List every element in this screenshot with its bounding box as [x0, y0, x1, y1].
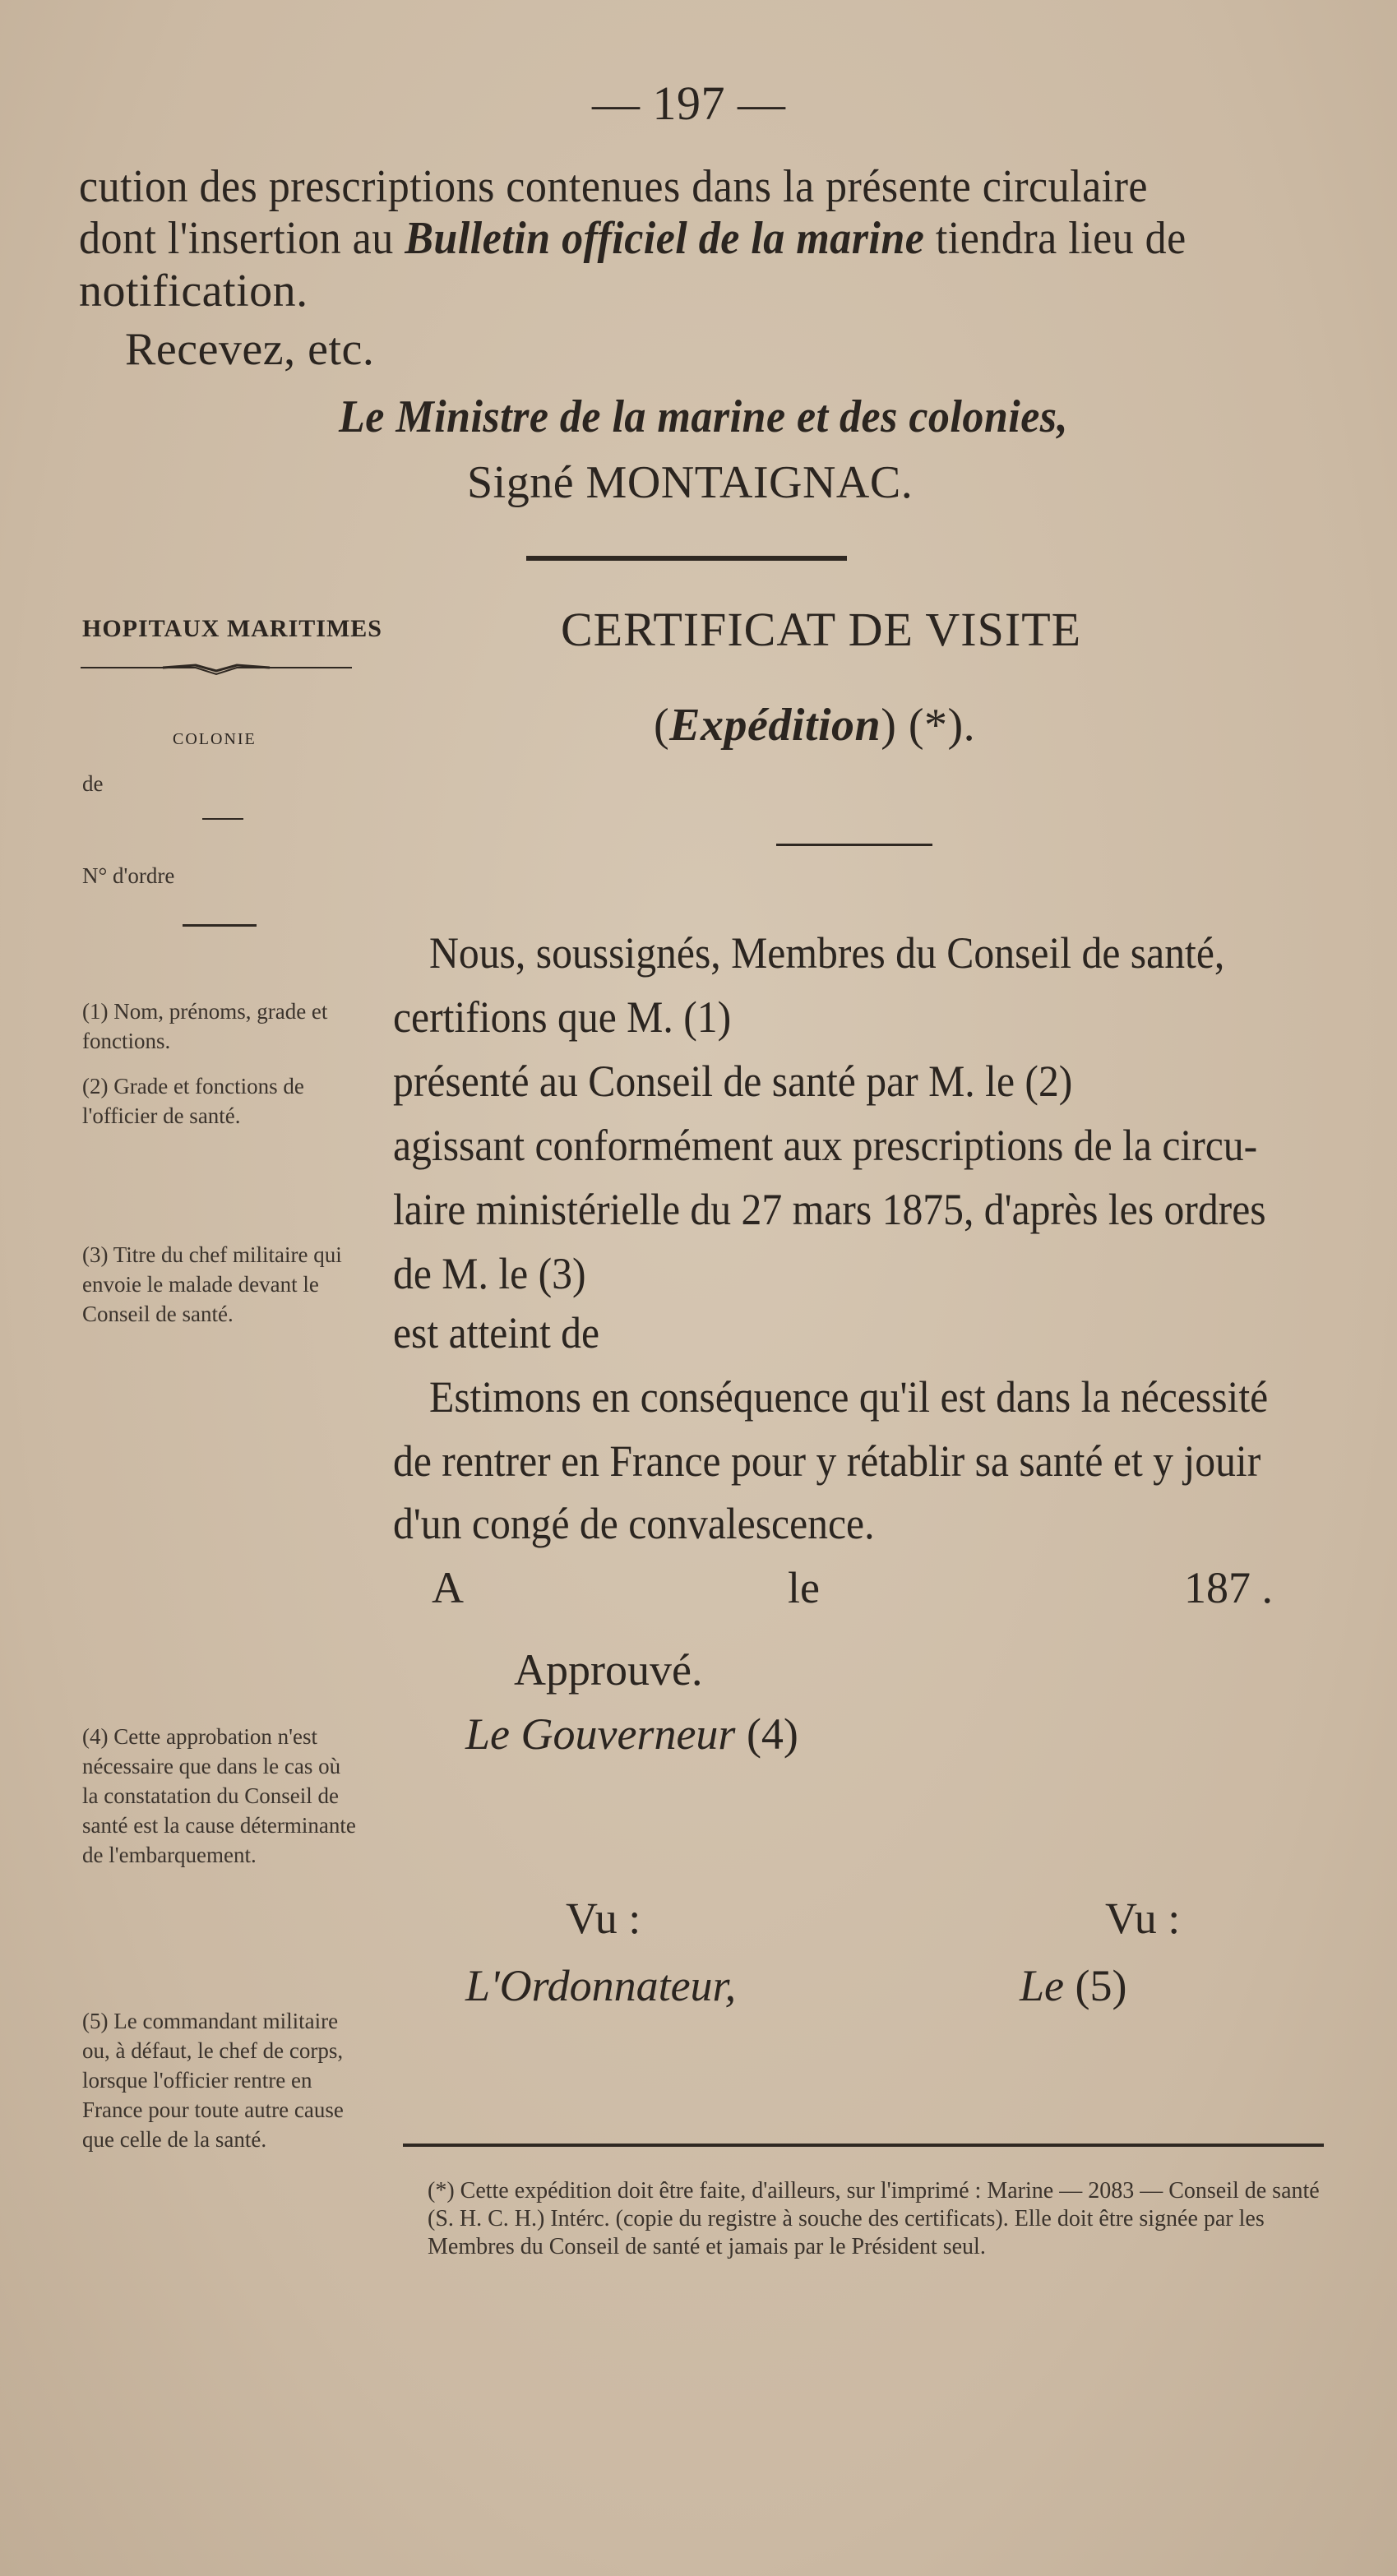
body-line-8: Estimons en conséquence qu'il est dans la nécessité	[429, 1372, 1269, 1422]
body-line-1: Nous, soussignés, Membres du Conseil de santé,	[429, 928, 1225, 978]
sidebar-rule-2	[183, 924, 257, 927]
divider	[526, 556, 847, 561]
paragraph-line-1: cution des prescriptions contenues dans la présente circulaire	[79, 161, 1148, 212]
paragraph-line-2-suffix: tiendra lieu de	[924, 213, 1187, 264]
gouverneur-line	[465, 1709, 798, 1760]
body-line-9: de rentrer en France pour y rétablir sa santé et y jouir	[393, 1436, 1261, 1486]
subtitle-paren-close: ) (*).	[881, 700, 976, 751]
footnote-divider	[403, 2144, 1324, 2147]
body-line-7: est atteint de	[393, 1308, 600, 1357]
le5-label: Le	[1020, 1961, 1064, 2010]
body-line-10: d'un congé de convalescence.	[393, 1499, 875, 1548]
body-line-5: laire ministérielle du 27 mars 1875, d'après les ordres	[393, 1185, 1266, 1234]
bulletin-reference: Bulletin officiel de la marine	[405, 213, 925, 264]
approuve-label: Approuvé.	[514, 1645, 703, 1695]
ornament-divider	[81, 658, 352, 678]
page-number: — 197 —	[592, 76, 786, 130]
certificate-subtitle	[654, 699, 975, 752]
de-label: de	[82, 771, 104, 796]
note-2: (2) Grade et fonctions de l'officier de santé.	[82, 1074, 304, 1128]
paragraph-line-3: notification.	[79, 266, 308, 317]
paragraph-line-2	[79, 212, 1187, 265]
subtitle-paren-open: (	[654, 700, 670, 751]
ordre-label: N° d'ordre	[82, 863, 175, 888]
body-line-3: présenté au Conseil de santé par M. le (2)	[393, 1057, 1073, 1106]
note-5: (5) Le commandant militaire ou, à défaut, le chef de corps, lorsque l'officier rentre en France pour toute autre cause que celle de la santé.	[82, 2009, 344, 2152]
note-4: (4) Cette approbation n'est nécessaire que dans le cas où la constatation du Conseil de santé est la cause déterminante de l'embarquement.	[82, 1724, 356, 1867]
note-3: (3) Titre du chef militaire qui envoie le malade devant le Conseil de santé.	[82, 1242, 342, 1326]
vu-right: Vu :	[1105, 1894, 1181, 1943]
le5-line	[1020, 1960, 1126, 2011]
certificate-title: CERTIFICAT DE VISITE	[561, 603, 1082, 656]
body-line-2: certifions que M. (1)	[393, 992, 732, 1042]
date-a: A	[432, 1563, 464, 1612]
sidebar-rule-1	[202, 818, 243, 820]
date-year: 187 .	[1184, 1563, 1273, 1612]
subtitle-expedition: Expédition	[669, 700, 881, 751]
sidebar-heading: HOPITAUX MARITIMES	[82, 615, 382, 642]
signature-line: Signé MONTAIGNAC.	[467, 457, 914, 508]
colonie-label: COLONIE	[173, 730, 257, 748]
body-line-6: de M. le (3)	[393, 1249, 586, 1298]
footnote: (*) Cette expédition doit être faite, d'ailleurs, sur l'imprimé : Marine — 2083 — Conseil de santé (S. H. C. H.) Intérc. (copie du registre à souche des certificats). Elle doit être signée par les Membres du Conseil de santé et jamais par le Président seul.	[428, 2178, 1320, 2259]
le5-ref: (5)	[1075, 1961, 1127, 2010]
minister-title: Le Ministre de la marine et des colonies,	[339, 391, 1069, 442]
date-le: le	[788, 1563, 820, 1612]
subtitle-rule	[776, 844, 932, 846]
vu-left: Vu :	[566, 1894, 641, 1943]
body-line-4: agissant conformément aux prescriptions de la circu-	[393, 1121, 1258, 1170]
paragraph-line-2-prefix: dont l'insertion au	[79, 213, 405, 264]
ordonnateur-label: L'Ordonnateur,	[465, 1961, 737, 2010]
gouverneur-label: Le Gouverneur	[465, 1709, 736, 1759]
closing-formula: Recevez, etc.	[125, 324, 375, 375]
gouverneur-ref: (4)	[746, 1709, 798, 1759]
note-1: (1) Nom, prénoms, grade et fonctions.	[82, 999, 328, 1053]
